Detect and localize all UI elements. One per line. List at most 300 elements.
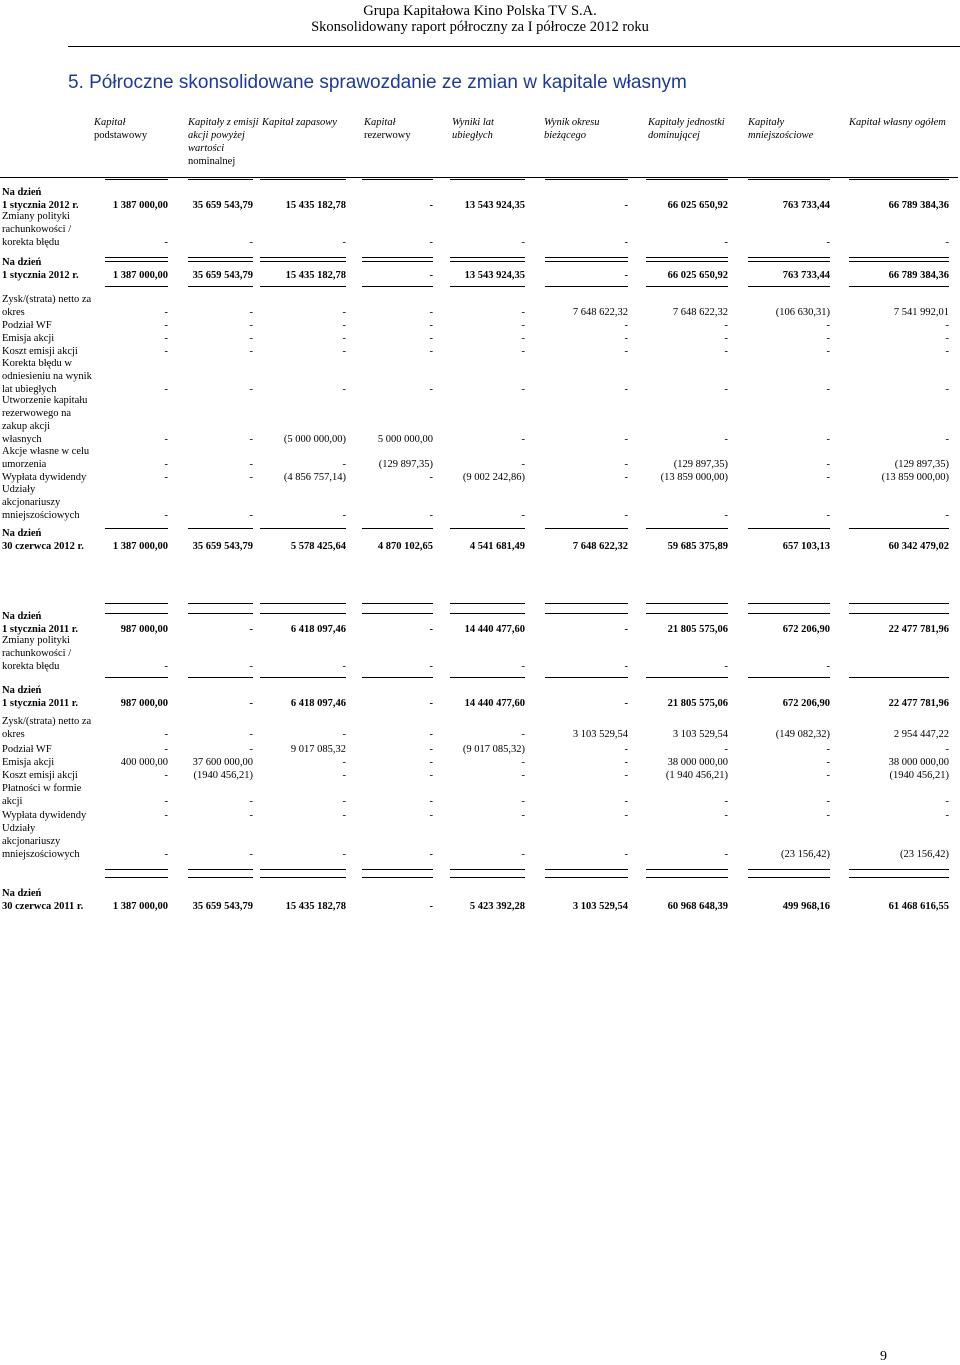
cell-underline — [748, 179, 830, 180]
value-cell: 4 541 681,49 — [469, 541, 525, 552]
cell-underline — [849, 603, 949, 604]
value-cell: - — [826, 459, 830, 470]
value-cell: - — [826, 661, 830, 672]
cell-underline — [748, 877, 830, 878]
value-cell: 21 805 575,06 — [667, 624, 728, 635]
column-header-line: Kapitał zapasowy — [262, 117, 337, 128]
value-cell: 3 103 529,54 — [572, 729, 628, 740]
value-cell: - — [724, 434, 728, 445]
cell-underline — [646, 261, 728, 262]
row-label-line: korekta błędu — [2, 237, 60, 248]
value-cell: - — [249, 796, 253, 807]
table-row — [0, 186, 960, 212]
row-label-line: 1 stycznia 2012 r. — [2, 270, 79, 281]
value-cell: - — [624, 698, 628, 709]
value-cell: - — [624, 810, 628, 821]
value-cell: - — [164, 849, 168, 860]
value-cell: 66 789 384,36 — [888, 270, 949, 281]
row-label-line: Na dzień — [2, 888, 42, 899]
value-cell: - — [521, 333, 525, 344]
value-cell: 60 342 479,02 — [888, 541, 949, 552]
value-cell: (149 082,32) — [775, 729, 830, 740]
value-cell: - — [624, 770, 628, 781]
cell-underline — [545, 603, 628, 604]
cell-underline — [105, 286, 168, 287]
cell-underline — [450, 869, 525, 870]
value-cell: 15 435 182,78 — [285, 270, 346, 281]
row-label-line: rachunkowości / — [2, 648, 72, 659]
value-cell: 1 387 000,00 — [112, 200, 168, 211]
row-label-line: korekta błędu — [2, 661, 60, 672]
row-label-line: akcjonariuszy — [2, 497, 61, 508]
column-header — [364, 116, 411, 142]
value-cell: - — [624, 459, 628, 470]
value-cell: - — [342, 849, 346, 860]
value-cell: (1940 456,21) — [889, 770, 949, 781]
row-label-line: Koszt emisji akcji — [2, 346, 78, 357]
value-cell: - — [521, 237, 525, 248]
value-cell: - — [521, 459, 525, 470]
value-cell: 5 000 000,00 — [377, 434, 433, 445]
value-cell: 13 543 924,35 — [464, 200, 525, 211]
cell-underline — [545, 613, 628, 614]
cell-underline — [450, 528, 525, 529]
cell-underline — [105, 613, 168, 614]
cell-underline — [748, 869, 830, 870]
value-cell: - — [342, 346, 346, 357]
row-label-line: okres — [2, 307, 25, 318]
value-cell: 672 206,90 — [782, 624, 830, 635]
value-cell: 1 387 000,00 — [112, 541, 168, 552]
value-cell: - — [724, 346, 728, 357]
value-cell: 3 103 529,54 — [572, 901, 628, 912]
value-cell: 37 600 000,00 — [192, 757, 253, 768]
cell-underline — [849, 877, 949, 878]
row-label-line: 30 czerwca 2011 r. — [2, 901, 84, 912]
row-label-line: Wypłata dywidendy — [2, 810, 87, 821]
value-cell: (13 859 000,00) — [660, 472, 728, 483]
column-header — [849, 116, 946, 129]
value-cell: - — [429, 200, 433, 211]
row-label-line: mniejszościowych — [2, 510, 80, 521]
value-cell: - — [624, 661, 628, 672]
value-cell: 13 543 924,35 — [464, 270, 525, 281]
value-cell: - — [945, 320, 949, 331]
value-cell: - — [249, 384, 253, 395]
row-label-line: Udziały — [2, 823, 36, 834]
value-cell: - — [521, 729, 525, 740]
value-cell: - — [521, 320, 525, 331]
column-header-line: rezerwowy — [364, 130, 411, 141]
cell-underline — [646, 677, 728, 678]
cell-underline — [450, 677, 525, 678]
value-cell: - — [429, 901, 433, 912]
row-label-line: okres — [2, 729, 25, 740]
value-cell: - — [342, 729, 346, 740]
value-cell: (23 156,42) — [781, 849, 830, 860]
value-cell: - — [429, 346, 433, 357]
value-cell: - — [521, 849, 525, 860]
cell-underline — [450, 603, 525, 604]
column-header-line: akcji powyżej — [188, 130, 245, 141]
cell-underline — [849, 257, 949, 258]
row-label-line: Zysk/(strata) netto za — [2, 716, 92, 727]
cell-underline — [260, 603, 346, 604]
value-cell: - — [429, 770, 433, 781]
value-cell: 7 541 992,01 — [893, 307, 949, 318]
cell-underline — [105, 257, 168, 258]
value-cell: - — [826, 237, 830, 248]
value-cell: 763 733,44 — [782, 200, 830, 211]
cell-underline — [362, 869, 433, 870]
value-cell: - — [945, 796, 949, 807]
value-cell: - — [429, 698, 433, 709]
cell-underline — [450, 613, 525, 614]
cell-underline — [748, 528, 830, 529]
value-cell: 22 477 781,96 — [888, 624, 949, 635]
row-label-line: Wypłata dywidendy — [2, 472, 87, 483]
value-cell: - — [429, 661, 433, 672]
row-label-line: Korekta błędu w — [2, 358, 72, 369]
column-header — [452, 116, 494, 142]
value-cell: - — [724, 810, 728, 821]
cell-underline — [260, 257, 346, 258]
row-label-line: akcjonariuszy — [2, 836, 61, 847]
cell-underline — [105, 603, 168, 604]
value-cell: (9 002 242,86) — [462, 472, 525, 483]
value-cell: (23 156,42) — [900, 849, 949, 860]
value-cell: 5 578 425,64 — [290, 541, 346, 552]
value-cell: - — [429, 472, 433, 483]
cell-underline — [849, 261, 949, 262]
column-header-line: Wyniki lat — [452, 117, 494, 128]
column-header-line: Kapitały jednostki — [648, 117, 725, 128]
value-cell: - — [624, 270, 628, 281]
value-cell: - — [624, 744, 628, 755]
cell-underline — [105, 261, 168, 262]
column-header-line: dominującej — [648, 130, 700, 141]
row-label-line: Emisja akcji — [2, 333, 55, 344]
value-cell: - — [164, 810, 168, 821]
value-cell: - — [724, 237, 728, 248]
table-row — [0, 887, 960, 913]
value-cell: - — [342, 810, 346, 821]
value-cell: - — [429, 307, 433, 318]
row-label-line: umorzenia — [2, 459, 47, 470]
value-cell: - — [624, 510, 628, 521]
cell-underline — [646, 528, 728, 529]
row-label-line: własnych — [2, 434, 42, 445]
table-row — [0, 527, 960, 553]
value-cell: - — [826, 770, 830, 781]
value-cell: - — [429, 849, 433, 860]
value-cell: 59 685 375,89 — [667, 541, 728, 552]
value-cell: - — [826, 434, 830, 445]
cell-underline — [260, 877, 346, 878]
cell-underline — [748, 286, 830, 287]
value-cell: - — [249, 307, 253, 318]
section-title: 5. Półroczne skonsolidowane sprawozdanie ze zmian w kapitale własnym — [68, 72, 687, 93]
cell-underline — [545, 286, 628, 287]
value-cell: - — [724, 320, 728, 331]
table-row — [0, 394, 960, 446]
value-cell: 35 659 543,79 — [192, 270, 253, 281]
value-cell: - — [945, 384, 949, 395]
row-label-line: Na dzień — [2, 685, 42, 696]
value-cell: - — [624, 200, 628, 211]
company-header: Grupa Kapitałowa Kino Polska TV S.A. — [363, 3, 597, 19]
cell-underline — [849, 286, 949, 287]
value-cell: - — [724, 661, 728, 672]
value-cell: - — [826, 510, 830, 521]
value-cell: 1 387 000,00 — [112, 901, 168, 912]
value-cell: - — [945, 237, 949, 248]
column-header-line: mniejszościowe — [748, 130, 814, 141]
value-cell: - — [249, 698, 253, 709]
value-cell: 7 648 622,32 — [672, 307, 728, 318]
cell-underline — [362, 877, 433, 878]
column-header — [262, 116, 337, 129]
table-row — [0, 715, 960, 741]
cell-underline — [748, 257, 830, 258]
cell-underline — [188, 528, 253, 529]
cell-underline — [545, 528, 628, 529]
value-cell: - — [429, 729, 433, 740]
value-cell: - — [164, 459, 168, 470]
value-cell: 6 418 097,46 — [290, 624, 346, 635]
column-header-line: nominalnej — [188, 156, 236, 167]
column-header — [544, 116, 600, 142]
value-cell: - — [249, 744, 253, 755]
value-cell: - — [342, 757, 346, 768]
cell-underline — [849, 179, 949, 180]
cell-underline — [545, 179, 628, 180]
row-label-line: 1 stycznia 2011 r. — [2, 624, 79, 635]
row-label-line: Na dzień — [2, 187, 42, 198]
value-cell: - — [521, 307, 525, 318]
value-cell: - — [521, 770, 525, 781]
value-cell: - — [164, 661, 168, 672]
row-label-line: mniejszościowych — [2, 849, 80, 860]
row-label-line: lat ubiegłych — [2, 384, 57, 395]
cell-underline — [748, 613, 830, 614]
value-cell: - — [164, 434, 168, 445]
column-header-line: Kapitały — [748, 117, 785, 128]
value-cell: - — [521, 434, 525, 445]
row-label-line: Podział WF — [2, 320, 52, 331]
value-cell: - — [164, 320, 168, 331]
row-label-line: 1 stycznia 2011 r. — [2, 698, 79, 709]
cell-underline — [849, 869, 949, 870]
column-header-line: podstawowy — [94, 130, 148, 141]
value-cell: 66 789 384,36 — [888, 200, 949, 211]
value-cell: - — [429, 810, 433, 821]
value-cell: 5 423 392,28 — [469, 901, 525, 912]
value-cell: 66 025 650,92 — [667, 200, 728, 211]
value-cell: - — [342, 510, 346, 521]
row-label-line: Na dzień — [2, 611, 42, 622]
cell-underline — [849, 613, 949, 614]
row-label-line: 30 czerwca 2012 r. — [2, 541, 84, 552]
value-cell: 35 659 543,79 — [192, 541, 253, 552]
value-cell: - — [945, 744, 949, 755]
table-row — [0, 483, 960, 522]
value-cell: 35 659 543,79 — [192, 901, 253, 912]
cell-underline — [450, 286, 525, 287]
value-cell: 9 017 085,32 — [290, 744, 346, 755]
value-cell: - — [624, 796, 628, 807]
table-row — [0, 445, 960, 471]
value-cell: 38 000 000,00 — [888, 757, 949, 768]
value-cell: - — [521, 661, 525, 672]
value-cell: - — [624, 624, 628, 635]
value-cell: - — [164, 510, 168, 521]
cell-underline — [362, 603, 433, 604]
report-header: Skonsolidowany raport półroczny za I półrocze 2012 roku — [311, 19, 649, 35]
value-cell: 14 440 477,60 — [464, 698, 525, 709]
cell-underline — [849, 677, 949, 678]
cell-underline — [748, 677, 830, 678]
cell-underline — [105, 677, 168, 678]
cell-underline — [362, 613, 433, 614]
table-row — [0, 332, 960, 345]
cell-underline — [260, 677, 346, 678]
value-cell: 6 418 097,46 — [290, 698, 346, 709]
cell-underline — [260, 528, 346, 529]
value-cell: - — [826, 757, 830, 768]
cell-underline — [260, 869, 346, 870]
value-cell: - — [724, 849, 728, 860]
cell-underline — [450, 179, 525, 180]
cell-underline — [849, 528, 949, 529]
row-label-line: zakup akcji — [2, 421, 51, 432]
page-number: 9 — [880, 1349, 887, 1364]
cell-underline — [188, 257, 253, 258]
table-row — [0, 684, 960, 710]
cell-underline — [748, 261, 830, 262]
value-cell: - — [429, 510, 433, 521]
row-label-line: Zysk/(strata) netto za — [2, 294, 92, 305]
value-cell: - — [249, 459, 253, 470]
cell-underline — [188, 261, 253, 262]
value-cell: 38 000 000,00 — [667, 757, 728, 768]
value-cell: 1 387 000,00 — [112, 270, 168, 281]
value-cell: - — [826, 384, 830, 395]
value-cell: (129 897,35) — [894, 459, 949, 470]
column-header-line: Kapitał — [364, 117, 396, 128]
table-row — [0, 634, 960, 673]
value-cell: - — [945, 333, 949, 344]
cell-underline — [362, 528, 433, 529]
row-label-line: Utworzenie kapitału — [2, 395, 88, 406]
value-cell: - — [249, 333, 253, 344]
value-cell: - — [624, 384, 628, 395]
value-cell: - — [429, 320, 433, 331]
value-cell: - — [521, 346, 525, 357]
value-cell: 35 659 543,79 — [192, 200, 253, 211]
cell-underline — [260, 261, 346, 262]
table-row — [0, 756, 960, 769]
value-cell: - — [521, 796, 525, 807]
cell-underline — [545, 257, 628, 258]
row-label-line: Na dzień — [2, 528, 42, 539]
value-cell: - — [429, 384, 433, 395]
row-label-line: odniesieniu na wynik — [2, 371, 92, 382]
row-label-line: Udziały — [2, 484, 36, 495]
value-cell: - — [624, 849, 628, 860]
table-row — [0, 210, 960, 249]
cell-underline — [450, 877, 525, 878]
row-label-line: rachunkowości / — [2, 224, 72, 235]
value-cell: 14 440 477,60 — [464, 624, 525, 635]
row-label-line: Zmiany polityki — [2, 211, 70, 222]
row-label-line: akcji — [2, 796, 23, 807]
cell-underline — [545, 877, 628, 878]
value-cell: 499 968,16 — [782, 901, 830, 912]
value-cell: - — [249, 624, 253, 635]
table-row — [0, 822, 960, 861]
row-label-line: Koszt emisji akcji — [2, 770, 78, 781]
value-cell: - — [521, 384, 525, 395]
value-cell: - — [164, 384, 168, 395]
cell-underline — [188, 877, 253, 878]
cell-underline — [545, 677, 628, 678]
value-cell: - — [945, 510, 949, 521]
value-cell: (129 897,35) — [673, 459, 728, 470]
cell-underline — [450, 261, 525, 262]
column-header — [188, 116, 259, 168]
column-header — [648, 116, 725, 142]
value-cell: - — [429, 744, 433, 755]
value-cell: (106 630,31) — [775, 307, 830, 318]
value-cell: (4 856 757,14) — [283, 472, 346, 483]
value-cell: - — [624, 320, 628, 331]
value-cell: - — [826, 333, 830, 344]
row-label-line: Akcje własne w celu — [2, 446, 90, 457]
value-cell: 66 025 650,92 — [667, 270, 728, 281]
value-cell: 2 954 447,22 — [893, 729, 949, 740]
value-cell: (5 000 000,00) — [283, 434, 346, 445]
row-label-line: Zmiany polityki — [2, 635, 70, 646]
value-cell: - — [249, 346, 253, 357]
value-cell: (9 017 085,32) — [462, 744, 525, 755]
table-row — [0, 743, 960, 756]
value-cell: 22 477 781,96 — [888, 698, 949, 709]
cell-underline — [188, 286, 253, 287]
value-cell: - — [624, 472, 628, 483]
table-row — [0, 357, 960, 396]
value-cell: - — [826, 744, 830, 755]
value-cell: 15 435 182,78 — [285, 901, 346, 912]
value-cell: - — [429, 624, 433, 635]
value-cell: 15 435 182,78 — [285, 200, 346, 211]
value-cell: - — [624, 346, 628, 357]
value-cell: - — [724, 510, 728, 521]
value-cell: - — [249, 661, 253, 672]
value-cell: - — [945, 810, 949, 821]
cell-underline — [646, 179, 728, 180]
value-cell: - — [342, 459, 346, 470]
value-cell: - — [342, 384, 346, 395]
value-cell: - — [164, 333, 168, 344]
cell-underline — [545, 261, 628, 262]
value-cell: - — [429, 237, 433, 248]
column-header — [748, 116, 813, 142]
cell-underline — [362, 286, 433, 287]
value-cell: (1940 456,21) — [193, 770, 253, 781]
value-cell: - — [164, 729, 168, 740]
row-label-line: 1 stycznia 2012 r. — [2, 200, 79, 211]
